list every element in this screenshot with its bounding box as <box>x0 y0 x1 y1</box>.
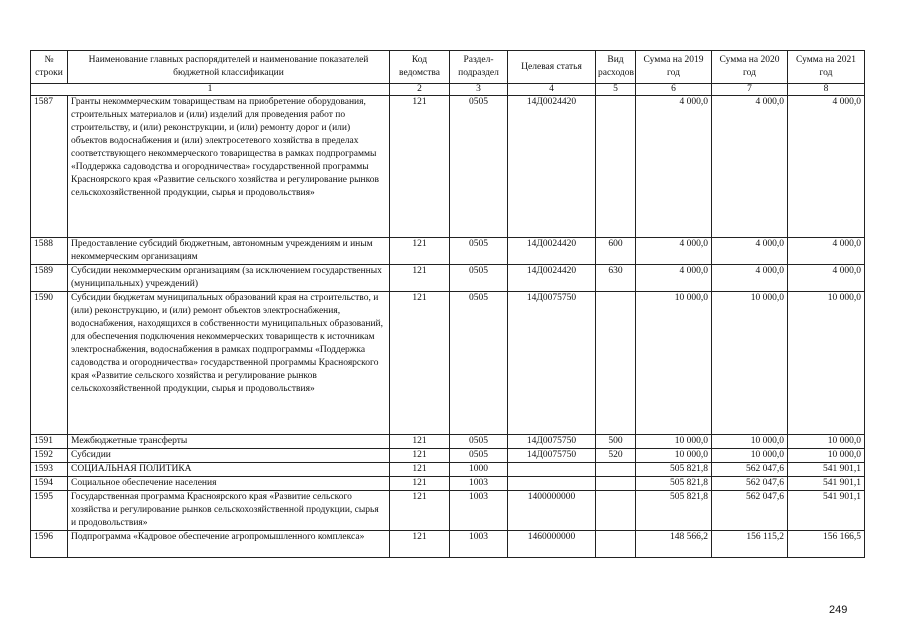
budget-table <box>30 50 865 558</box>
page-number: 249 <box>829 604 848 616</box>
row-department-cell: 121 <box>390 435 450 449</box>
row-target-article-cell <box>508 463 596 477</box>
column-number-cell: 8 <box>788 84 865 96</box>
row-number-cell: 1589 <box>31 265 68 292</box>
row-sum-2021-cell: 541 901,1 <box>788 477 865 491</box>
row-number-cell: 1594 <box>31 477 68 491</box>
header-row <box>31 51 865 84</box>
row-target-article-cell: 14Д0075750 <box>508 449 596 463</box>
table-row <box>31 449 865 463</box>
row-sum-2020-cell: 10 000,0 <box>712 435 788 449</box>
table-row <box>31 491 865 531</box>
row-expense-type-cell: 500 <box>596 435 636 449</box>
row-sum-2020-cell: 10 000,0 <box>712 292 788 435</box>
row-sum-2019-cell: 4 000,0 <box>636 96 712 238</box>
row-sum-2019-cell: 10 000,0 <box>636 435 712 449</box>
row-target-article-cell: 14Д0024420 <box>508 265 596 292</box>
row-sum-2019-cell: 505 821,8 <box>636 463 712 477</box>
row-target-article-cell: 1400000000 <box>508 491 596 531</box>
row-sum-2020-cell: 156 115,2 <box>712 531 788 558</box>
row-department-cell: 121 <box>390 96 450 238</box>
row-sum-2020-cell: 4 000,0 <box>712 96 788 238</box>
row-target-article-cell: 14Д0075750 <box>508 292 596 435</box>
row-section-cell: 0505 <box>450 265 508 292</box>
row-sum-2021-cell: 4 000,0 <box>788 238 865 265</box>
row-sum-2021-cell: 10 000,0 <box>788 292 865 435</box>
row-section-cell: 0505 <box>450 435 508 449</box>
row-section-cell: 0505 <box>450 238 508 265</box>
row-sum-2021-cell: 4 000,0 <box>788 265 865 292</box>
row-number-cell: 1591 <box>31 435 68 449</box>
row-name-cell: Субсидии некоммерческим организациям (за исключением государственных (муниципальных) учреждений) <box>68 265 390 292</box>
row-sum-2019-cell: 148 566,2 <box>636 531 712 558</box>
row-expense-type-cell <box>596 491 636 531</box>
row-sum-2021-cell: 156 166,5 <box>788 531 865 558</box>
column-number-cell: 6 <box>636 84 712 96</box>
header-cell-department-code: Код ведомства <box>390 51 450 84</box>
row-expense-type-cell: 600 <box>596 238 636 265</box>
row-department-cell: 121 <box>390 531 450 558</box>
row-target-article-cell: 14Д0075750 <box>508 435 596 449</box>
row-number-cell: 1592 <box>31 449 68 463</box>
row-sum-2021-cell: 4 000,0 <box>788 96 865 238</box>
header-cell-sum-2019: Сумма на 2019 год <box>636 51 712 84</box>
row-sum-2019-cell: 4 000,0 <box>636 238 712 265</box>
row-name-cell: Подпрограмма «Кадровое обеспечение агропромышленного комплекса» <box>68 531 390 558</box>
row-department-cell: 121 <box>390 292 450 435</box>
column-number-cell: 5 <box>596 84 636 96</box>
column-number-cell: 4 <box>508 84 596 96</box>
row-name-cell: Социальное обеспечение населения <box>68 477 390 491</box>
row-section-cell: 1000 <box>450 463 508 477</box>
row-section-cell: 1003 <box>450 531 508 558</box>
row-name-cell: Межбюджетные трансферты <box>68 435 390 449</box>
table-row <box>31 463 865 477</box>
row-name-cell: Предоставление субсидий бюджетным, автономным учреждениям и иным некоммерческим организациям <box>68 238 390 265</box>
row-target-article-cell: 14Д0024420 <box>508 96 596 238</box>
row-expense-type-cell <box>596 477 636 491</box>
table-row <box>31 96 865 238</box>
row-sum-2019-cell: 505 821,8 <box>636 477 712 491</box>
row-department-cell: 121 <box>390 463 450 477</box>
row-sum-2021-cell: 10 000,0 <box>788 449 865 463</box>
row-target-article-cell: 14Д0024420 <box>508 238 596 265</box>
row-sum-2019-cell: 10 000,0 <box>636 292 712 435</box>
row-sum-2021-cell: 10 000,0 <box>788 435 865 449</box>
row-sum-2020-cell: 562 047,6 <box>712 463 788 477</box>
column-number-cell: 7 <box>712 84 788 96</box>
row-department-cell: 121 <box>390 265 450 292</box>
header-cell-sum-2021: Сумма на 2021 год <box>788 51 865 84</box>
column-number-cell: 2 <box>390 84 450 96</box>
row-number-cell: 1593 <box>31 463 68 477</box>
header-cell-name: Наименование главных распорядителей и наименование показателей бюджетной классификации <box>68 51 390 84</box>
table-row <box>31 265 865 292</box>
row-sum-2021-cell: 541 901,1 <box>788 463 865 477</box>
row-name-cell: Субсидии бюджетам муниципальных образований края на строительство, и (или) реконструкцию, и (или) ремонт объектов электроснабжения, водоснабжения, находящихся в собственности муниципальных образований, для обеспечения подключения некоммерческих товариществ к источникам электроснабжения, водоснабжения в рамках подпрограммы «Поддержка садоводства и огородничества» государственной программы Красноярского края «Развитие сельского хозяйства и регулирование рынков сельскохозяйственной продукции, сырья и продовольствия» <box>68 292 390 435</box>
row-name-cell: СОЦИАЛЬНАЯ ПОЛИТИКА <box>68 463 390 477</box>
row-name-cell: Гранты некоммерческим товариществам на приобретение оборудования, строительных материалов и (или) изделий для проведения работ по строительству, и (или) реконструкции, и (или) ремонту дорог и (или) объектов водоснабжения и (или) электросетевого хозяйства в пределах соответствующего некоммерческого товарищества в рамках подпрограммы «Поддержка садоводства и огородничества» государственной программы Красноярского края «Развитие сельского хозяйства и регулирование рынков сельскохозяйственной продукции, сырья и продовольствия» <box>68 96 390 238</box>
row-sum-2020-cell: 562 047,6 <box>712 491 788 531</box>
row-department-cell: 121 <box>390 477 450 491</box>
table-row <box>31 292 865 435</box>
row-sum-2019-cell: 4 000,0 <box>636 265 712 292</box>
row-target-article-cell <box>508 477 596 491</box>
table-row <box>31 435 865 449</box>
column-number-cell: 1 <box>31 84 390 96</box>
row-section-cell: 1003 <box>450 477 508 491</box>
row-number-cell: 1590 <box>31 292 68 435</box>
row-department-cell: 121 <box>390 238 450 265</box>
header-cell-expense-type: Вид расходов <box>596 51 636 84</box>
row-section-cell: 0505 <box>450 449 508 463</box>
row-number-cell: 1596 <box>31 531 68 558</box>
row-sum-2019-cell: 505 821,8 <box>636 491 712 531</box>
row-sum-2020-cell: 4 000,0 <box>712 238 788 265</box>
row-sum-2020-cell: 4 000,0 <box>712 265 788 292</box>
row-sum-2021-cell: 541 901,1 <box>788 491 865 531</box>
header-cell-section: Раздел-подраздел <box>450 51 508 84</box>
row-sum-2019-cell: 10 000,0 <box>636 449 712 463</box>
table-row <box>31 531 865 558</box>
header-cell-row-number: № строки <box>31 51 68 84</box>
row-sum-2020-cell: 10 000,0 <box>712 449 788 463</box>
column-number-cell: 3 <box>450 84 508 96</box>
row-expense-type-cell: 630 <box>596 265 636 292</box>
row-expense-type-cell <box>596 463 636 477</box>
row-number-cell: 1587 <box>31 96 68 238</box>
row-number-cell: 1595 <box>31 491 68 531</box>
row-name-cell: Субсидии <box>68 449 390 463</box>
row-name-cell: Государственная программа Красноярского края «Развитие сельского хозяйства и регулирование рынков сельскохозяйственной продукции, сырья и продовольствия» <box>68 491 390 531</box>
row-section-cell: 1003 <box>450 491 508 531</box>
column-number-row <box>31 84 865 96</box>
row-expense-type-cell: 520 <box>596 449 636 463</box>
row-department-cell: 121 <box>390 491 450 531</box>
row-target-article-cell: 1460000000 <box>508 531 596 558</box>
row-sum-2020-cell: 562 047,6 <box>712 477 788 491</box>
row-expense-type-cell <box>596 96 636 238</box>
row-number-cell: 1588 <box>31 238 68 265</box>
row-section-cell: 0505 <box>450 292 508 435</box>
header-cell-target-article: Целевая статья <box>508 51 596 84</box>
header-cell-sum-2020: Сумма на 2020 год <box>712 51 788 84</box>
row-expense-type-cell <box>596 292 636 435</box>
row-expense-type-cell <box>596 531 636 558</box>
table-row <box>31 477 865 491</box>
table-row <box>31 238 865 265</box>
row-section-cell: 0505 <box>450 96 508 238</box>
row-department-cell: 121 <box>390 449 450 463</box>
